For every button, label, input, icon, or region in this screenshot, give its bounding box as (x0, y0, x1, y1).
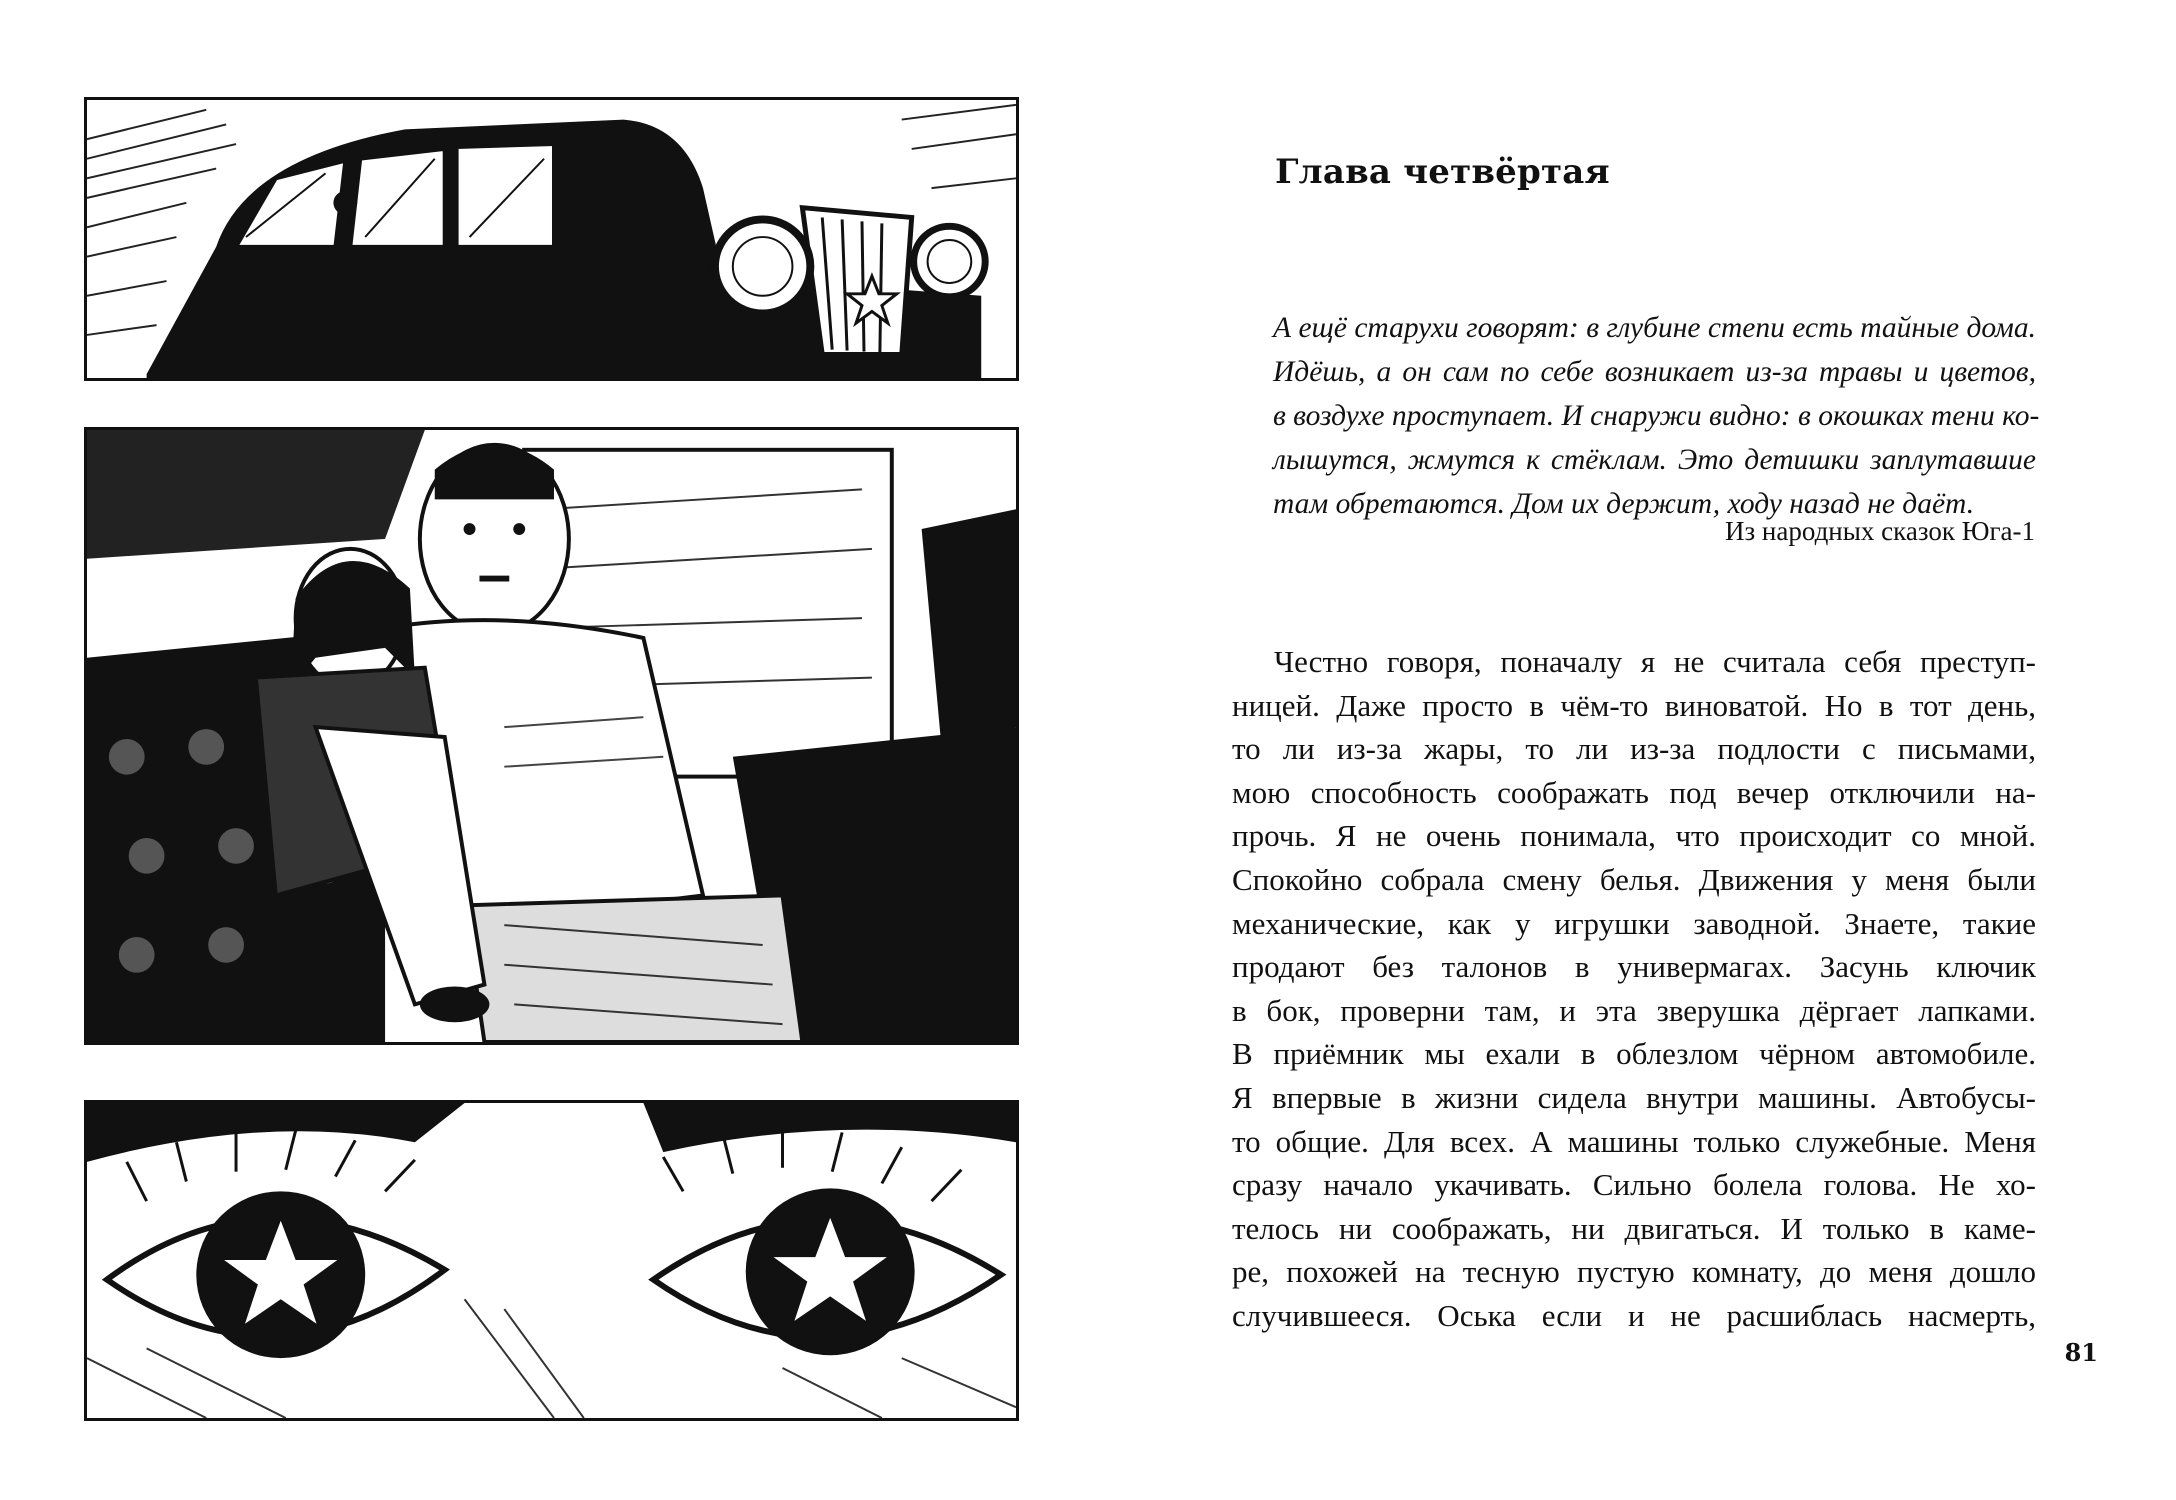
body-line: мою способность соображать под вечер отключили на- (1232, 774, 2036, 810)
body-line: сразу начало укачивать. Сильно болела голова. Не хо- (1232, 1167, 2036, 1203)
body-line: Я впервые в жизни сидела внутри машины. Автобусы- (1232, 1079, 2036, 1115)
body-line: механические, как у игрушки заводной. Знаете, такие (1232, 905, 2036, 941)
body-line: В приёмник мы ехали в облезлом чёрном автомобиле. (1232, 1036, 2036, 1072)
body-line: Честно говоря, поначалу я не считала себя преступ- (1274, 644, 2036, 679)
epigraph-line: Идёшь, а он сам по себе возникает из-за травы и цветов, (1273, 356, 2036, 388)
body-line: Спокойно собрала смену белья. Движения у меня были (1232, 861, 2036, 897)
car-interior-icon (87, 430, 1016, 1042)
body-line: телось ни соображать, ни двигаться. И только в каме- (1232, 1210, 2036, 1246)
body-line: случившееся. Оська если и не расшиблась насмерть, (1232, 1297, 2036, 1333)
body-line: прочь. Я не очень понимала, что происходит со мной. (1232, 818, 2036, 854)
body-line: ницей. Даже просто в чём-то виноватой. Но в тот день, (1232, 687, 2036, 723)
epigraph-line: в воздухе проступает. И снаружи видно: в окошках тени ко- (1273, 400, 2040, 432)
epigraph (1273, 306, 2040, 526)
illustration-scene-panel (84, 427, 1019, 1045)
page-number: 81 (2064, 1338, 2098, 1367)
epigraph-line: лышутся, жмутся к стёклам. Это детишки заплутавшие (1273, 444, 2036, 476)
body-line: то общие. Для всех. А машины только служебные. Меня (1232, 1123, 2036, 1159)
illustration-eyes-panel (84, 1100, 1019, 1421)
star-eyes-icon (87, 1103, 1016, 1418)
epigraph-line: А ещё старухи говорят: в глубине степи есть тайные дома. (1273, 312, 2036, 344)
body-paragraph (1232, 640, 2036, 1338)
illustration-car-panel (84, 97, 1019, 381)
body-line: в бок, проверни там, и эта зверушка дёргает лапками. (1232, 992, 2036, 1028)
epigraph-source: Из народных сказок Юга-1 (1725, 516, 2035, 546)
body-line: продают без талонов в универмагах. Засунь ключик (1232, 949, 2036, 985)
body-line: то ли из-за жары, то ли из-за подлости с письмами, (1232, 731, 2036, 767)
epigraph-line: там обретаются. Дом их держит, ходу назад не даёт. (1273, 488, 1975, 520)
body-line: ре, похожей на тесную пустую комнату, до меня дошло (1232, 1254, 2036, 1290)
chapter-title: Глава четвёртая (1275, 152, 1610, 192)
vintage-car-icon (87, 100, 1016, 378)
